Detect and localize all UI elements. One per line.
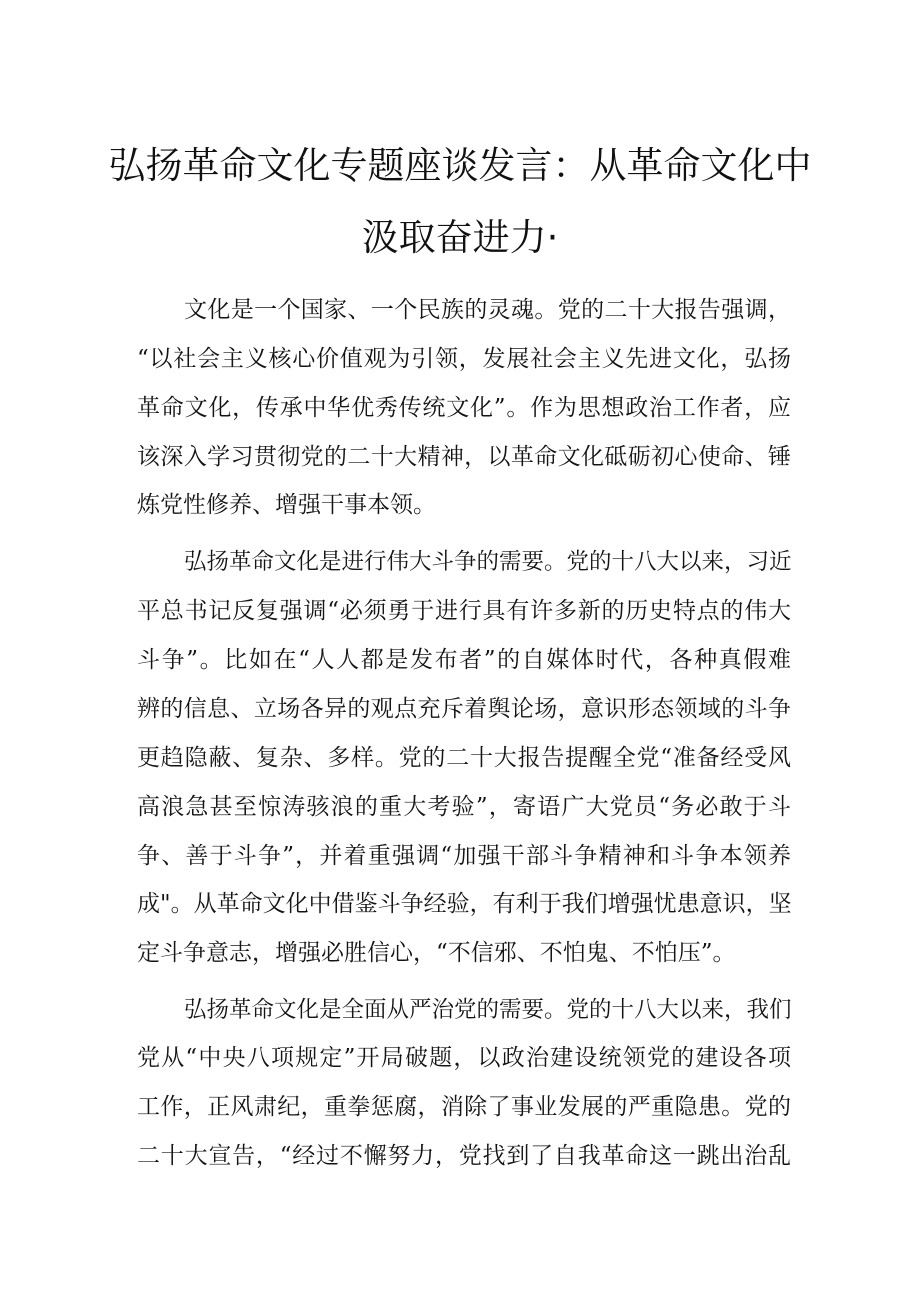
paragraph-2-line-8: 成"。从革命文化中借鉴斗争经验，有利于我们增强忧患意识，坚 [137,891,792,917]
paragraph-3-line-1: 弘扬革命文化是全面从严治党的需要。党的十八大以来，我们 [184,997,792,1023]
paragraph-1-line-2: “以社会主义核心价值观为引领，发展社会主义先进文化，弘扬 [137,346,791,372]
paragraph-1-line-1: 文化是一个国家、一个民族的灵魂。党的二十大报告强调， [184,297,791,323]
paragraph-2-line-6: 高浪急甚至惊涛骇浪的重大考验”，寄语广大党员“务必敢于斗 [137,794,791,820]
paragraph-3-line-2: 党从“中央八项规定”开局破题，以政治建设统领党的建设各项 [137,1045,791,1071]
paragraph-2-line-4: 辨的信息、立场各异的观点充斥着舆论场，意识形态领域的斗争 [137,696,791,722]
paragraph-1-line-3: 革命文化，传承中华优秀传统文化”。作为思想政治工作者，应 [137,395,791,421]
paragraph-1-line-4: 该深入学习贯彻党的二十大精神，以革命文化砥砺初心使命、锤 [137,444,791,470]
document-title-line-1: 弘扬革命文化专题座谈发言：从革命文化中 [108,144,812,187]
paragraph-2-line-3: 斗争”。比如在“人人都是发布者”的自媒体时代，各种真假难 [137,647,791,673]
paragraph-3-line-3: 工作，正风肃纪，重拳惩腐，消除了事业发展的严重隐患。党的 [137,1094,791,1120]
paragraph-2-line-1: 弘扬革命文化是进行伟大斗争的需要。党的十八大以来，习近 [184,549,792,575]
paragraph-2-line-2: 平总书记反复强调“必须勇于进行具有许多新的历史特点的伟大 [137,598,791,624]
document-title-line-2: 汲取奋进力· [361,216,559,259]
paragraph-2-line-7: 争、善于斗争”，并着重强调“加强干部斗争精神和斗争本领养 [137,843,791,869]
paragraph-2-line-9: 定斗争意志，增强必胜信心，“不信邪、不怕鬼、不怕压”。 [137,940,736,966]
paragraph-2-line-5: 更趋隐蔽、复杂、多样。党的二十大报告提醒全党“准备经受风 [137,745,791,771]
paragraph-3-line-4: 二十大宣告，“经过不懈努力，党找到了自我革命这一跳出治乱 [137,1143,791,1169]
paragraph-1-line-5: 炼党性修养、增强干事本领。 [137,492,436,518]
